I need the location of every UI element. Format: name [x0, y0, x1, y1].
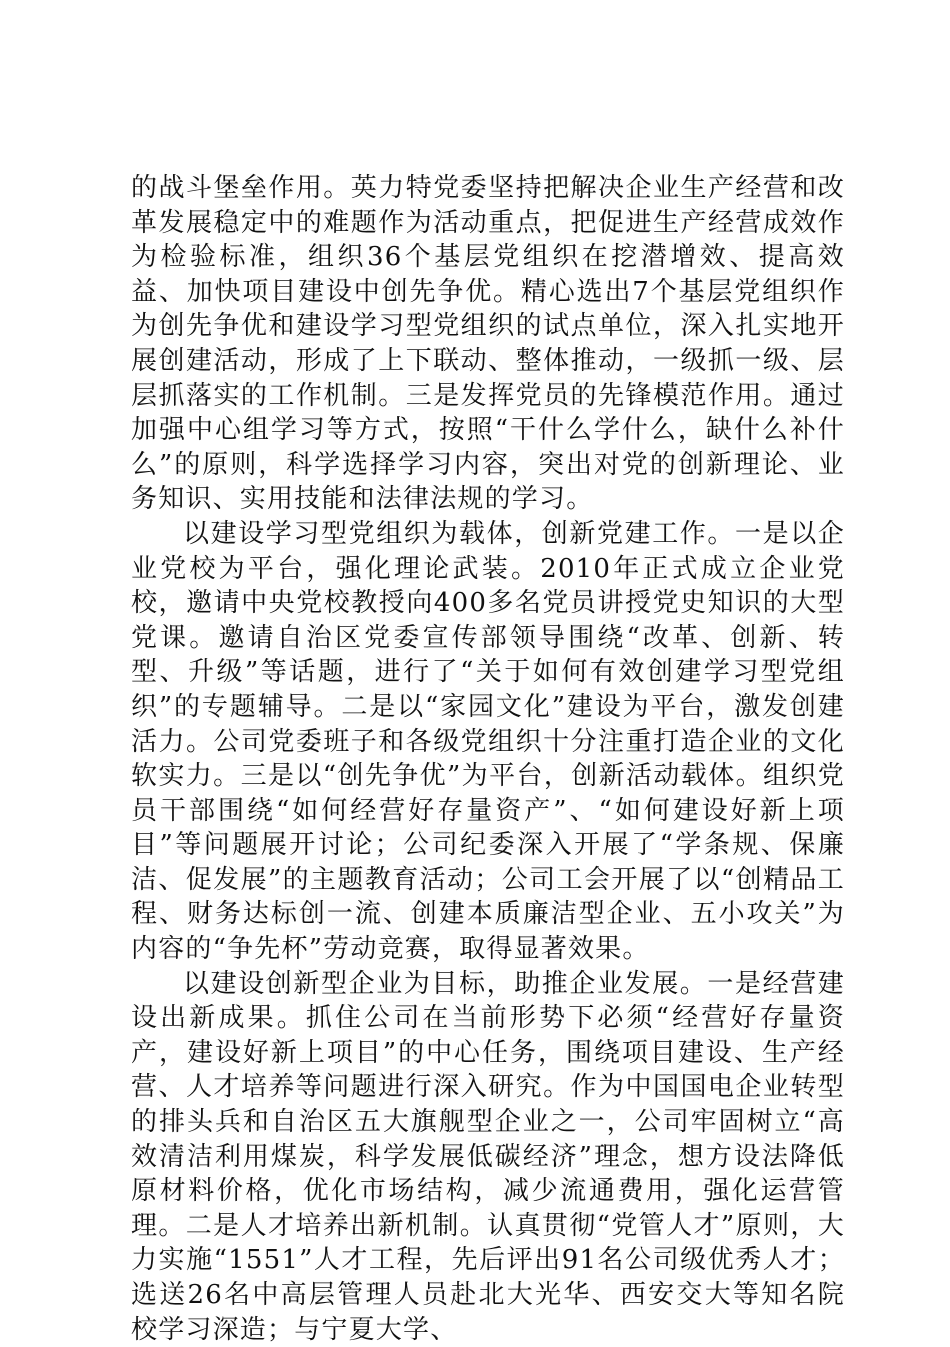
document-body [131, 171, 845, 1347]
paragraph-2: 以建设学习型党组织为载体，创新党建工作。一是以企业党校为平台，强化理论武装。2010年正式成立企业党校，邀请中央党校教授向400多名党员讲授党史知识的大型党课。邀请自治区党委宣传部领导围绕“改革、创新、转型、升级”等话题，进行了“关于如何有效创建学习型党组织”的专题辅导。二是以“家园文化”建设为平台，激发创建活力。公司党委班子和各级党组织十分注重打造企业的文化软实力。三是以“创先争优”为平台，创新活动载体。组织党员干部围绕“如何经营好存量资产”、“如何建设好新上项目”等问题展开讨论；公司纪委深入开展了“学条规、保廉洁、促发展”的主题教育活动；公司工会开展了以“创精品工程、财务达标创一流、创建本质廉洁型企业、五小攻关”为内容的“争先杯”劳动竞赛，取得显著效果。 [131, 518, 845, 965]
paragraph-1: 的战斗堡垒作用。英力特党委坚持把解决企业生产经营和改革发展稳定中的难题作为活动重点，把促进生产经营成效作为检验标准，组织36个基层党组织在挖潜增效、提高效益、加快项目建设中创先争优。精心选出7个基层党组织作为创先争优和建设学习型党组织的试点单位，深入扎实地开展创建活动，形成了上下联动、整体推动，一级抓一级、层层抓落实的工作机制。三是发挥党员的先锋模范作用。通过加强中心组学习等方式，按照“干什么学什么，缺什么补什么”的原则，科学选择学习内容，突出对党的创新理论、业务知识、实用技能和法律法规的学习。 [131, 173, 845, 515]
paragraph-3: 以建设创新型企业为目标，助推企业发展。一是经营建设出新成果。抓住公司在当前形势下必须“经营好存量资产，建设好新上项目”的中心任务，围绕项目建设、生产经营、人才培养等问题进行深入研究。作为中国国电企业转型的排头兵和自治区五大旗舰型企业之一，公司牢固树立“高效清洁利用煤炭，科学发展低碳经济”理念，想方设法降低原材料价格，优化市场结构，减少流通费用，强化运营管理。二是人才培养出新机制。认真贯彻“党管人才”原则，大力实施“1551”人才工程，先后评出91名公司级优秀人才；选送26名中高层管理人员赴北大光华、西安交大等知名院校学习深造；与宁夏大学、 [131, 968, 845, 1345]
